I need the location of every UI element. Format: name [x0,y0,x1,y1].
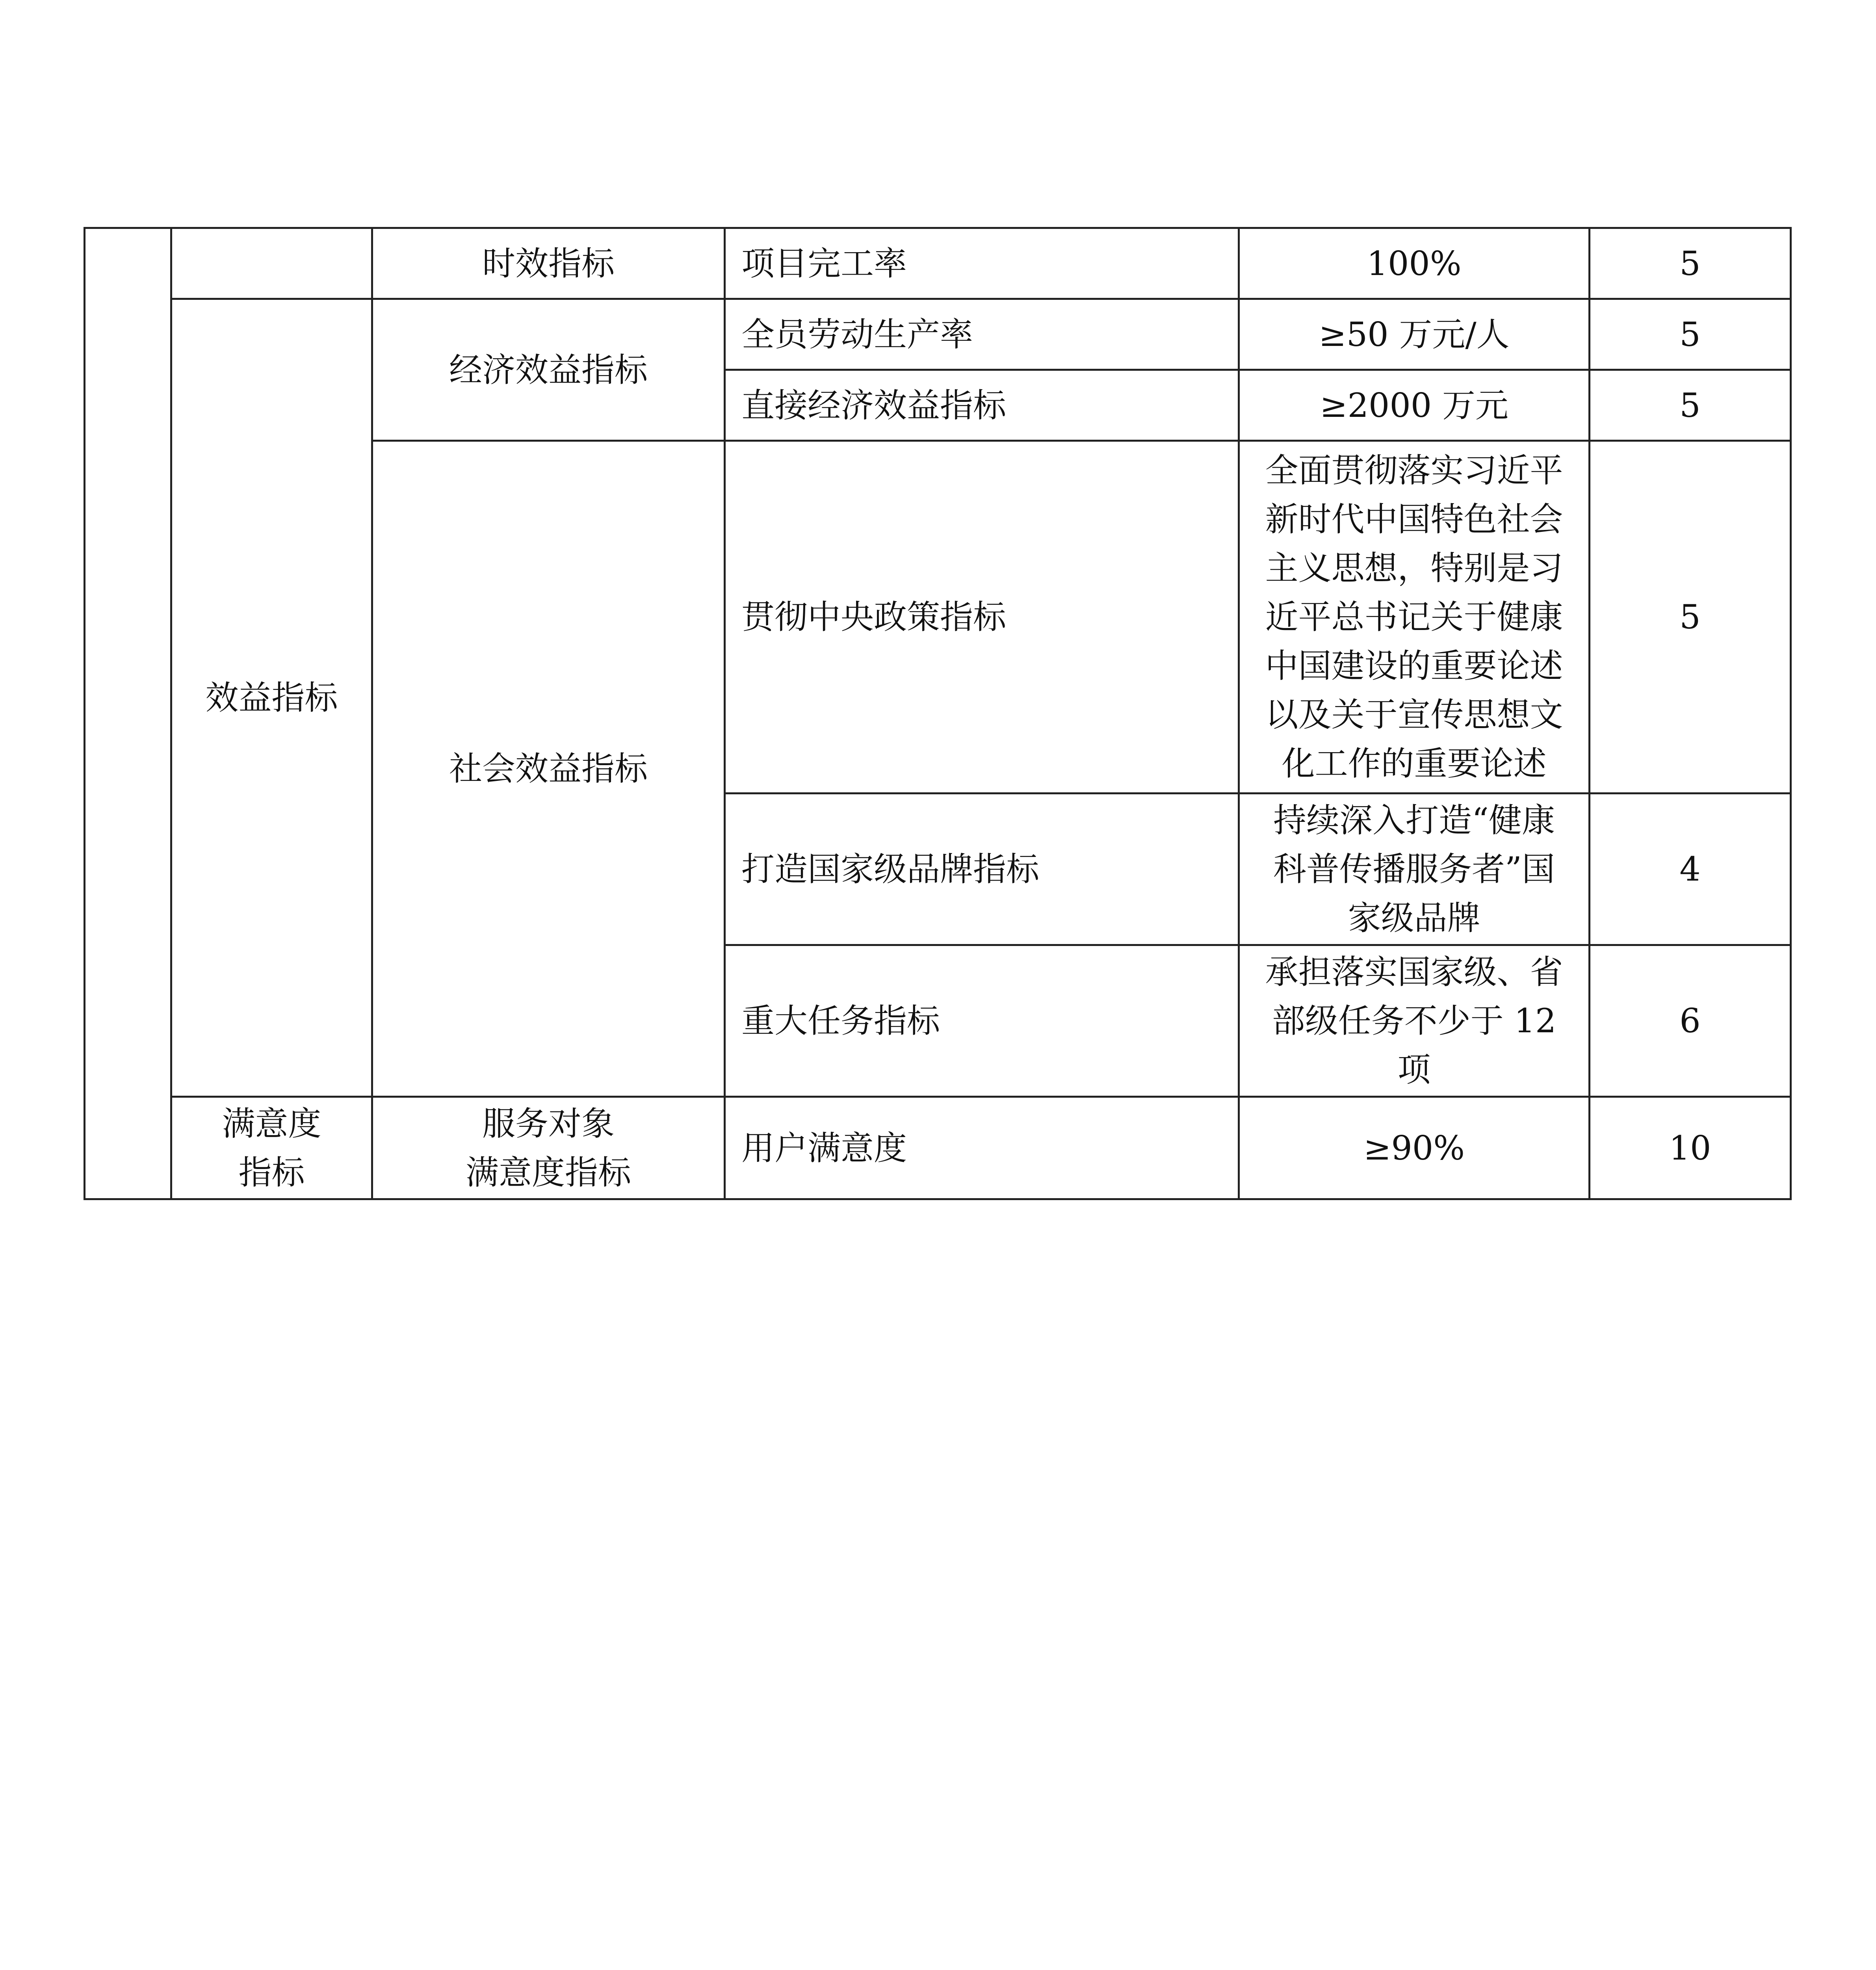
target-cell: 全面贯彻落实习近平 新时代中国特色社会 主义思想，特别是习 近平总书记关于健康 中国建设的重要论述 以及关于宣传思想文 化工作的重要论述 [1239,441,1590,794]
indicator-cell: 用户满意度 [725,1097,1239,1199]
indicator-cell: 贯彻中央政策指标 [725,441,1239,794]
target-cell: ≥50 万元/人 [1239,299,1590,370]
table-row [85,228,1791,299]
level3-cell: 服务对象 满意度指标 [372,1097,725,1199]
table-row [85,299,1791,370]
level3-cell: 时效指标 [372,228,725,299]
table-row [85,1097,1791,1199]
level3-cell: 社会效益指标 [372,441,725,1097]
level2-cell [171,228,372,299]
score-cell: 10 [1590,1097,1791,1199]
indicator-cell: 打造国家级品牌指标 [725,794,1239,945]
level1-cell-continued [85,228,171,1199]
level2-cell: 满意度 指标 [171,1097,372,1199]
target-cell: ≥90% [1239,1097,1590,1199]
target-cell: ≥2000 万元 [1239,370,1590,441]
level3-cell: 经济效益指标 [372,299,725,441]
target-cell: 持续深入打造“健康 科普传播服务者”国 家级品牌 [1239,794,1590,945]
score-cell: 5 [1590,441,1791,794]
indicator-cell: 全员劳动生产率 [725,299,1239,370]
score-cell: 5 [1590,299,1791,370]
indicator-cell: 重大任务指标 [725,945,1239,1097]
score-cell: 6 [1590,945,1791,1097]
target-cell: 承担落实国家级、省 部级任务不少于 12 项 [1239,945,1590,1097]
indicator-cell: 项目完工率 [725,228,1239,299]
level2-cell: 效益指标 [171,299,372,1097]
score-cell: 5 [1590,370,1791,441]
target-cell: 100% [1239,228,1590,299]
score-cell: 5 [1590,228,1791,299]
score-cell: 4 [1590,794,1791,945]
performance-indicator-table [84,227,1792,1200]
indicator-cell: 直接经济效益指标 [725,370,1239,441]
